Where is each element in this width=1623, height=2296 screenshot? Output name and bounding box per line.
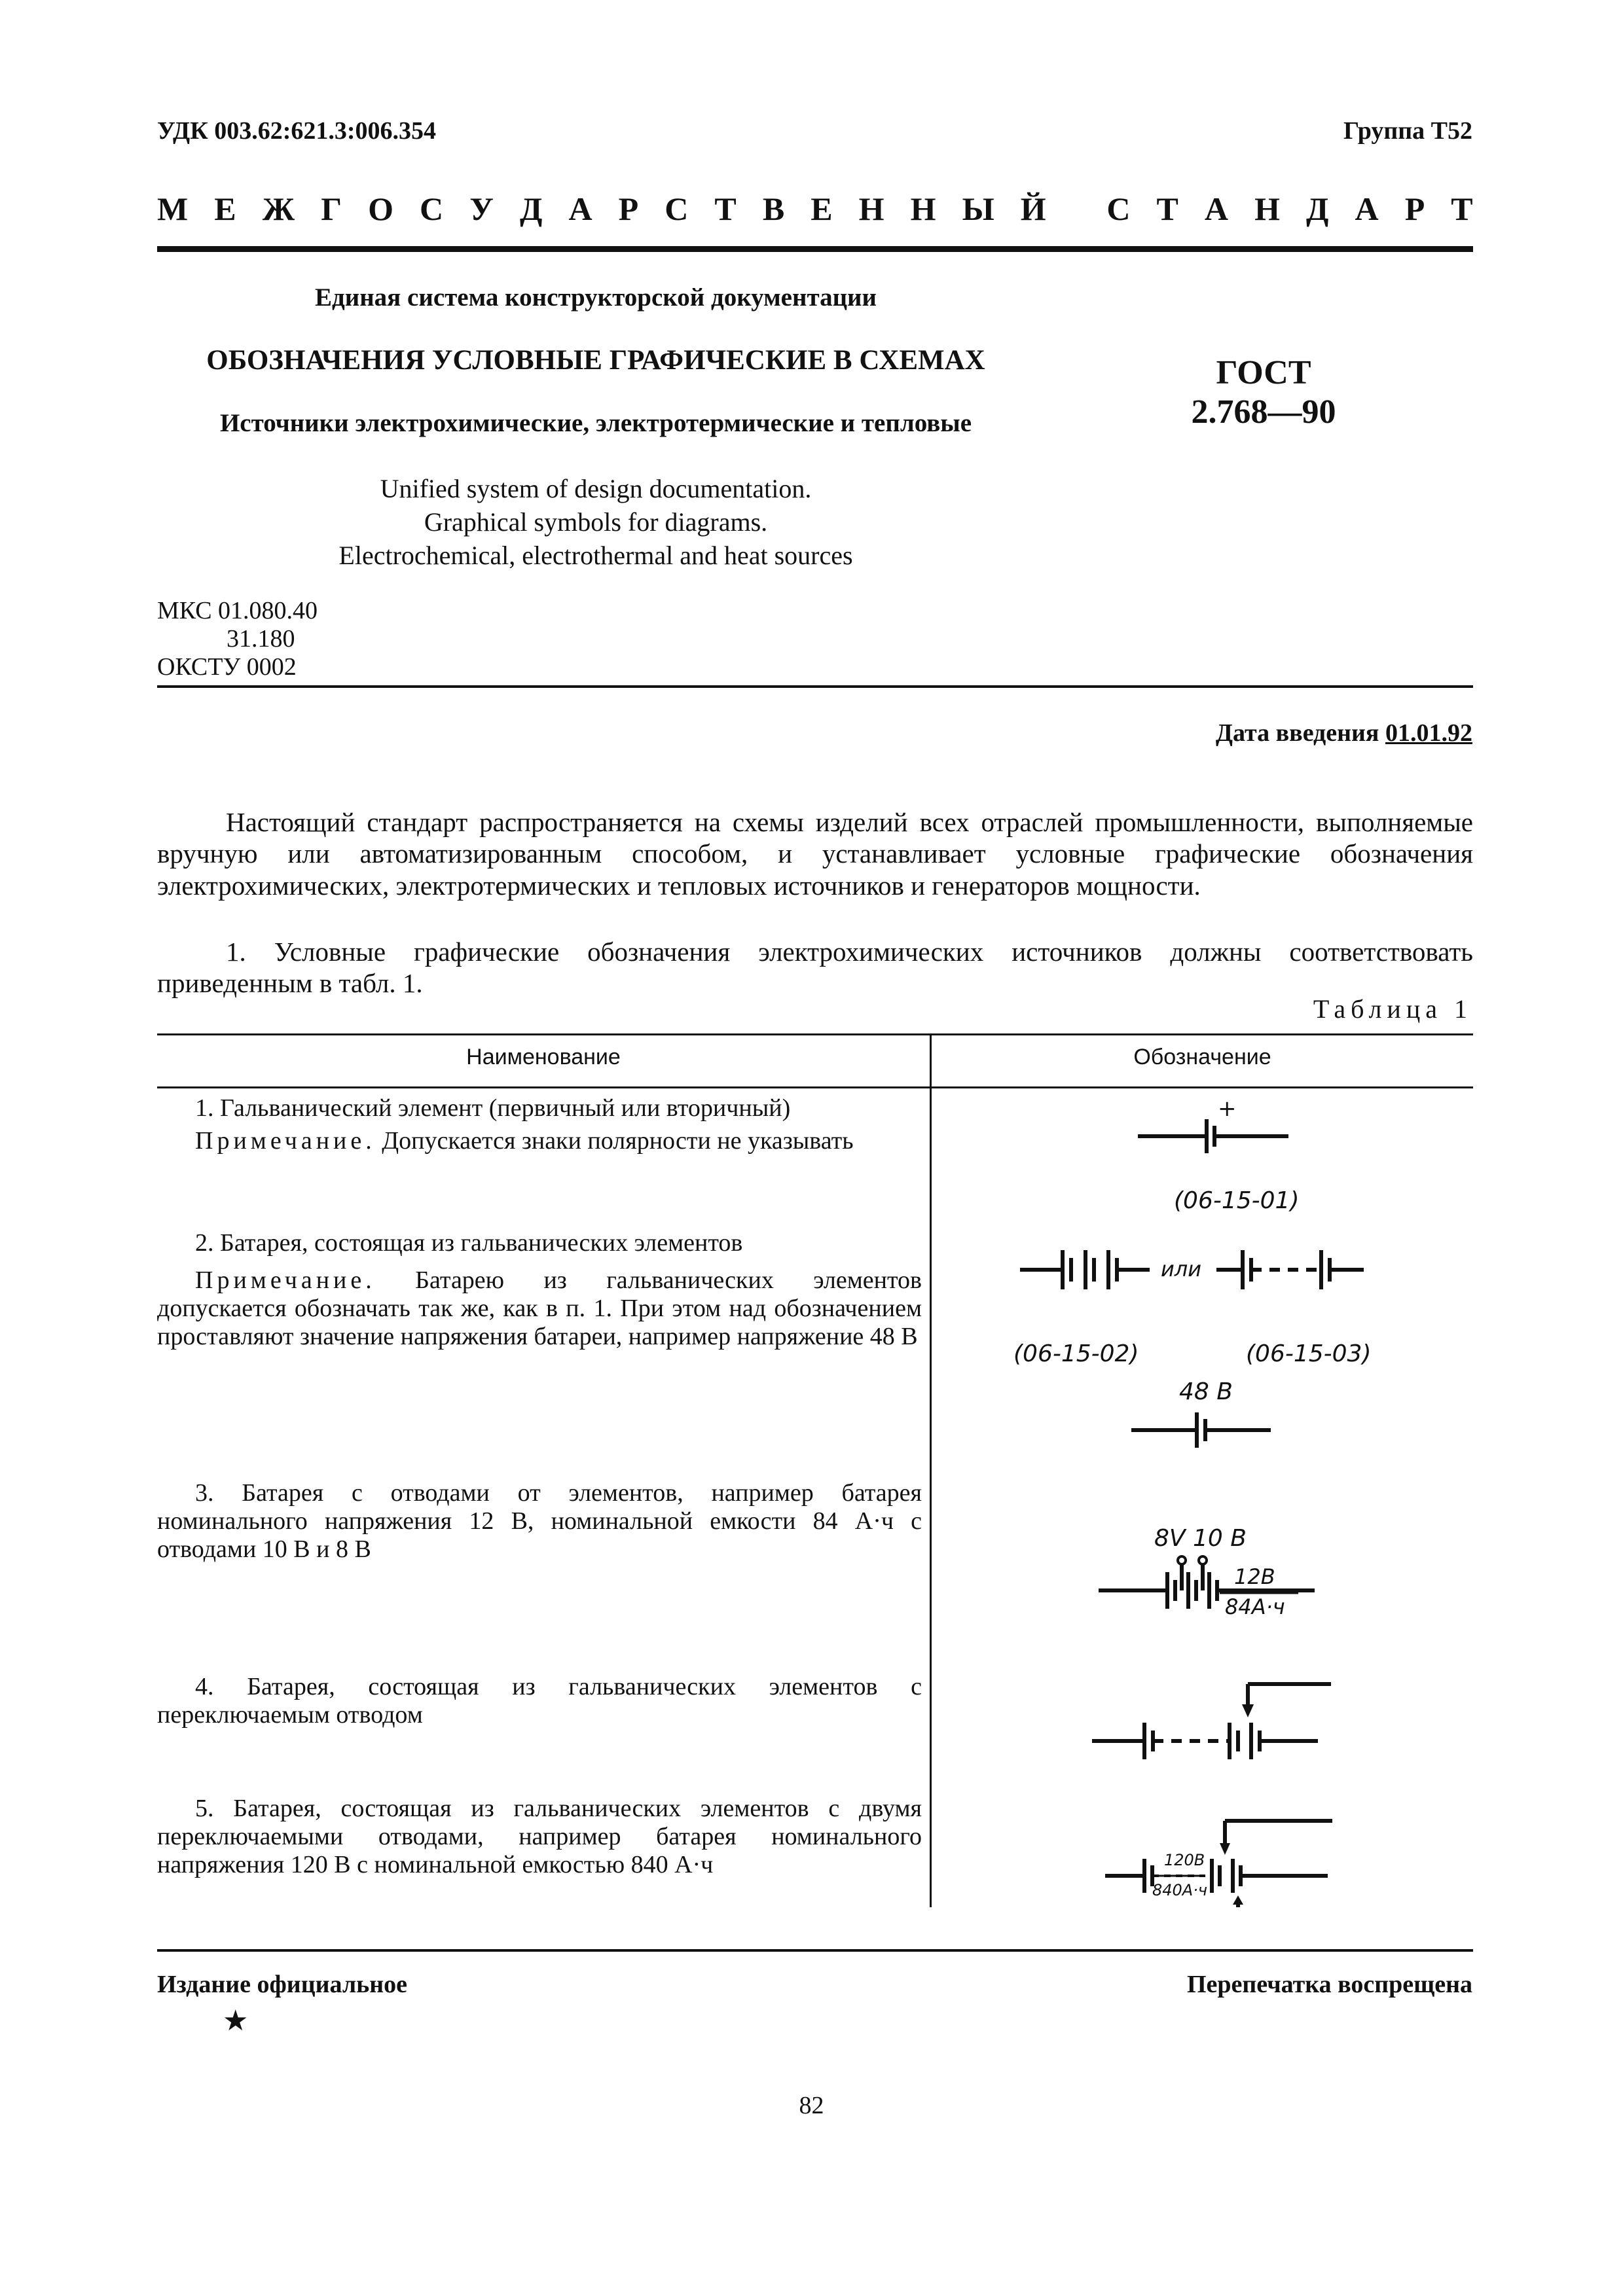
codes-divider [157, 685, 1473, 688]
table-row-1-name [157, 1094, 922, 1122]
row-name: 3. Батарея с отводами от элементов, например батарея номинального напряжения 12 В, номинальной емкости 84 А·ч с отводами 10 В и 8 В [157, 1479, 922, 1563]
heading-letter: Е [811, 190, 833, 227]
official-edition: Издание официальное [157, 1971, 408, 1998]
battery-symbol [1020, 1250, 1150, 1289]
note-text: Батарею из гальванических элементов допускается обозначать так же, как в п. 1. При этом над обозначением проставляют значение напряжения батареи, например напряжение 48 В [157, 1266, 922, 1350]
heading-letter: А [1204, 190, 1229, 227]
heading-letter: Р [1404, 190, 1425, 227]
capacity-label: 840А·ч [1152, 1881, 1208, 1899]
battery-two-switchable-taps-symbol [1105, 1821, 1332, 1907]
gost-number: 2.768—90 [1191, 393, 1336, 431]
table-header-symbol: Обозначение [1133, 1045, 1271, 1069]
heading-letter: Т [714, 190, 737, 227]
battery-dashed-symbol [1216, 1250, 1364, 1289]
gost-label: ГОСТ [1216, 354, 1311, 391]
heading-letter: Ж [262, 190, 295, 227]
system-name: Единая система конструкторской документации [315, 283, 877, 312]
heading-letter: С [1106, 190, 1131, 227]
table-row-2-note [157, 1266, 922, 1351]
heading-letter: М [157, 190, 189, 227]
english-title [157, 473, 1034, 572]
table-header-name: Наименование [466, 1045, 621, 1069]
row-name: 4. Батарея, состоящая из гальванических элементов с переключаемым отводом [157, 1673, 922, 1729]
interstate-standard-heading [157, 190, 1473, 228]
heading-spacer [1072, 190, 1081, 228]
heading-letter: Н [910, 190, 936, 227]
mks-code: МКС 01.080.40 [157, 597, 318, 624]
symbol-code-label: (06-15-01) [1174, 1187, 1300, 1214]
reprint-notice: Перепечатка воспрещена [1186, 1971, 1472, 1998]
mks-code-2: 31.180 [227, 624, 295, 653]
heading-letter: А [568, 190, 593, 227]
table-row-1-note [157, 1127, 922, 1155]
footer-divider [157, 1949, 1473, 1952]
heading-letter: Н [858, 190, 884, 227]
english-title-line: Unified system of design documentation. [380, 474, 812, 503]
table-row-5-name [157, 1795, 922, 1879]
battery-switchable-tap-symbol [1092, 1684, 1331, 1759]
intro-date-value: 01.01.92 [1385, 719, 1472, 747]
star-icon: ★ [223, 2005, 249, 2037]
page-number: 82 [799, 2092, 824, 2119]
heading-letter: У [469, 190, 494, 227]
row-note [157, 1127, 922, 1155]
intro-paragraph: Настоящий стандарт распространяется на схемы изделий всех отраслей промышленности, выполняемые вручную или автоматизированным способом, и устанавливает условные графические обозначения электрохимических, электротермических и тепловых источников и генераторов мощности. [157, 807, 1473, 901]
row-name: 1. Гальванический элемент (первичный или вторичный) [195, 1094, 791, 1122]
classification-codes [157, 597, 318, 681]
heading-letter: О [368, 190, 393, 227]
table-row-4-name [157, 1673, 922, 1729]
rated-voltage-label: 120В [1164, 1851, 1205, 1869]
table-row-2-name [157, 1229, 922, 1257]
table-row-3-name [157, 1479, 922, 1564]
heading-letter: А [1355, 190, 1379, 227]
heading-letter: Ы [962, 190, 994, 227]
heading-letter: Т [1156, 190, 1178, 227]
heading-letter: Н [1254, 190, 1280, 227]
row-name: 5. Батарея, состоящая из гальванических элементов с двумя переключаемыми отводами, например батарея номинального напряжения 120 В с номинальной емкостью 840 А·ч [157, 1795, 922, 1878]
document-title: ОБОЗНАЧЕНИЯ УСЛОВНЫЕ ГРАФИЧЕСКИЕ В СХЕМАХ [206, 345, 985, 376]
row-name: 2. Батарея, состоящая из гальванических элементов [195, 1229, 743, 1257]
heading-letter: Й [1020, 190, 1046, 227]
heading-letter: С [665, 190, 689, 227]
group-code: Группа Т52 [1343, 117, 1472, 145]
alternative-label: или [1161, 1257, 1202, 1282]
symbol-code-label: (06-15-02) [1013, 1340, 1139, 1367]
heading-letter: Д [519, 190, 543, 227]
header-divider [157, 246, 1473, 252]
table-caption: Таблица 1 [1313, 994, 1472, 1024]
note-label: Примечание. [195, 1127, 376, 1155]
symbol-column [932, 1086, 1473, 1907]
heading-letter: Е [214, 190, 236, 227]
tap-voltage-label: 8V 10 В [1154, 1525, 1247, 1552]
gost-designation [1113, 353, 1414, 433]
symbols-drawing [932, 1086, 1473, 1907]
note-text: Допускается знаки полярности не указывать [375, 1127, 854, 1155]
row-note [157, 1266, 922, 1351]
polarity-plus-label: + [1218, 1096, 1237, 1122]
intro-date-label: Дата введения [1215, 719, 1379, 747]
symbol-code-label: (06-15-03) [1246, 1340, 1372, 1367]
battery-single-cell-symbol [1131, 1412, 1271, 1448]
heading-letter: С [420, 190, 444, 227]
capacity-label: 84А·ч [1225, 1594, 1285, 1619]
okstu-code: ОКСТУ 0002 [157, 653, 297, 681]
english-title-line: Graphical symbols for diagrams. [424, 507, 768, 537]
heading-letter: Г [321, 190, 342, 227]
heading-letter: Т [1451, 190, 1473, 227]
english-title-line: Electrochemical, electrothermal and heat sources [338, 540, 853, 570]
table-top-border [157, 1033, 1473, 1035]
galvanic-cell-symbol [1138, 1119, 1288, 1153]
clause-1-paragraph: 1. Условные графические обозначения электрохимических источников должны соответствовать приведенным в табл. 1. [157, 937, 1473, 999]
rated-voltage-label: 12В [1234, 1564, 1275, 1589]
document-subtitle: Источники электрохимические, электротермические и тепловые [219, 409, 972, 437]
heading-letter: В [762, 190, 785, 227]
introduction-date [1216, 719, 1472, 747]
voltage-label: 48 В [1179, 1378, 1233, 1405]
heading-letter: Р [618, 190, 639, 227]
udk-code: УДК 003.62:621.3:006.354 [157, 117, 437, 145]
heading-letter: Д [1306, 190, 1329, 227]
note-label: Примечание. [195, 1266, 376, 1294]
